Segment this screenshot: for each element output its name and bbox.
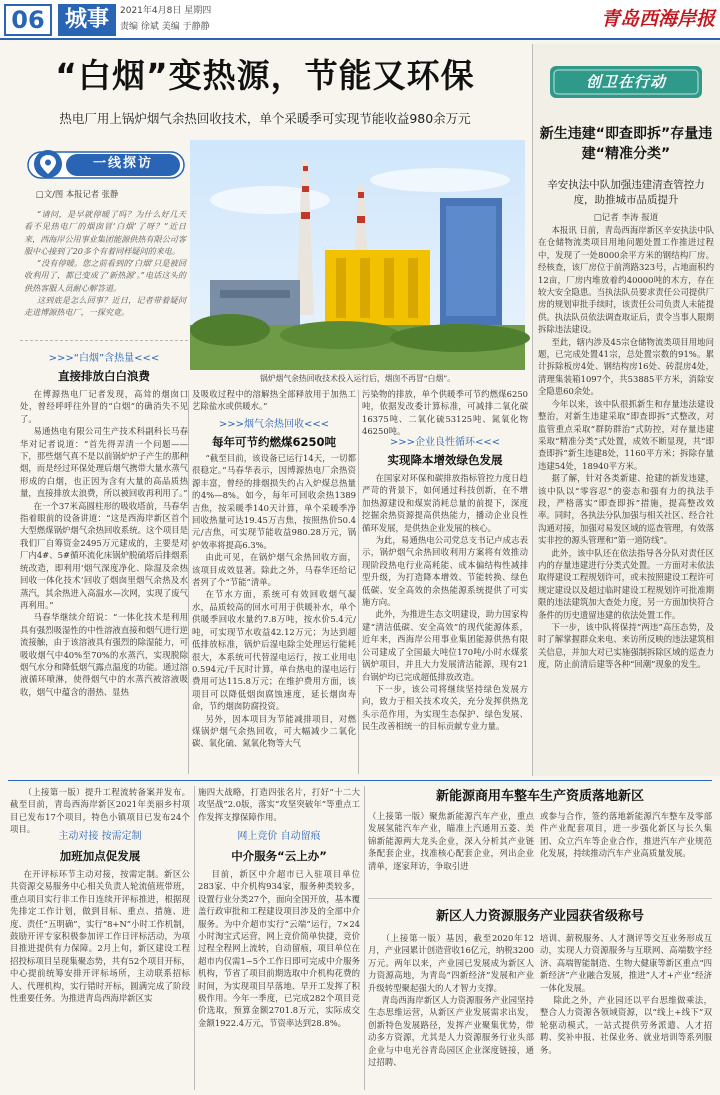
- paragraph: 下一步，该中队将保持“两违”高压态势，及时了解掌握群众来电、来访所反映的违法建筑相关信息，并加大对已实施强制拆除区域的巡查力度，防止前清后建等各种“回潮”现象的发生。: [538, 622, 714, 670]
- bottom-left2-lead: [198, 786, 360, 826]
- bottom-right1-col-a: [368, 810, 534, 890]
- divider: [20, 340, 188, 341]
- paragraph: 此外，该中队还在依法指导各分队对责任区内的存量违建进行分类式处置。一方面对未依法取得建设工程规划许可，或未按照建设工程许可规定建设以及超过临时建设工程规划许可批准期限的违法建筑加大查处力度，另一方面加快符合条件的历史遗留违建的依法处置工作。: [538, 547, 714, 620]
- sidebar-subtitle: 辛安执法中队加强违建清查管控力度，助推城市品质提升: [547, 179, 705, 206]
- col2-kicker: >>>烟气余热回收<<<: [218, 419, 330, 430]
- intro-quote: [24, 208, 186, 338]
- paragraph: （上接第一版）基因，截至2020年12月，产业园累计创造营收16亿元，纳税3200万元。两年以来，产业园已发展成为新区人力资源高地，为青岛“四新经济”发展和产业升级转型聚起强大的人才智力支撑。: [368, 933, 534, 993]
- paragraph: 据了解，针对各类新建、抢建的新发违建，该中队以“零容忍”的姿态和强有力的执法手段，严格落实“即查即拆”措施，提高整改效率。同时，各执法分队加强与相关社区、经合社沟通对接，加强对易发区域的巡查管理，有效落实非控的源头管理和“第一道防线”。: [538, 473, 714, 546]
- paragraph: 今年以来，该中队很抓新生和存量违法建设整治，对新生违建采取“即查即拆”式整改，对监管重点采取“群防群治”式防控，对存量违建采取“精准分类”式处置，成效不断显现，共“即查即拆”新生违建8处，1160平方米；拆除存量违建54处，18940平方米。: [538, 398, 714, 471]
- paragraph: 此外，为推进生态文明建设，助力国家构建“清洁低碳、安全高效”的现代能源体系，近年来，西海岸公用事业集团能源供热有限公司建成了全国最大吨位170吨/小时水煤浆锅炉项目，并且大力发展清洁能源，现有21台锅炉均已完成超低排放改造。: [362, 609, 528, 682]
- divider: [368, 898, 712, 899]
- paragraph: 除此之外，产业园还以平台思维做乘法，整合人力资源各领域资源，以“线上+线下”双轮驱动模式，一站式提供劳务派遣、人才招聘、奖补申报、社保业务、就业培训等系列服务。: [540, 995, 712, 1055]
- sidebar-byline: □记者 李涛 报道: [593, 213, 659, 223]
- paragraph: 施四大战略，打造四张名片，打好“十二大攻坚战”2.0版，落实“攻坚突破年”等重点工作发挥支撑保障作用。: [198, 787, 360, 822]
- bottom-left1-body: [10, 868, 190, 1090]
- probe-badge-label: 一线探访: [92, 156, 153, 171]
- paragraph: 另外，因本项目为节能减排项目，对燃煤锅炉烟气余热回收，可大幅减少二氧化碳、氧化硫、氮氧化物等大气: [192, 713, 356, 749]
- paragraph: 目前，新区中介超市已入驻项目单位283家、中介机构934家，服务种类较多，设置行业分类27个，面向全国开放，基本覆盖行政审批和工程建设项目涉及的全部中介服务。为中介超市实行“云端”运行，7×24小时淘宝式运营，网上竞价简单快捷，竞价过程全程网上流转，自动留痕，项目单位在超市内仅需1~5个工作日即可完成中介服务机构，节省了项目前期选取中介机构花费的时间，为实现项目早落地、早开工发挥了积极作用。今年一季度，已完成282个项目竞价选取，预算金额2701.8万元，实际成交金额1922.4万元，节资率达到28.8%。: [198, 869, 360, 1028]
- paragraph: 在国家对环保和碳排放指标管控力度日趋严苛的背景下，如何通过科技创新，在不增加热源建设和煤炭消耗总量的前提下，深度挖掘余热资源提高供热能力，播动企业良性循环发展，是供热企业发展的核心。: [362, 473, 528, 533]
- column-divider: [194, 786, 195, 1090]
- paragraph: （上接第一版）提升工程流转备案并发布。截至目前，青岛西海岸新区2021年美丽乡村项目已发布17个项目，特色小镇项目已发布24个项目。: [10, 787, 190, 835]
- quote-paragraph: “没有停暖。您之前看到的‘白烟’只是被回收利用了，都已变成了‘新热源’。”电话这头的供热客服人员耐心解答道。: [24, 258, 186, 293]
- paragraph: 本报讯 日前，青岛西海岸新区辛安执法中队在仓储物流类项目用地问题处置工作推进过程中，发现了一处8000余平方米的钢结构厂房。经核查，该厂房位于前湾路323号，占地面积约12亩，厂房内堆放着约40000吨的木方，存在较大安全隐患。当执法队员要求责任公司提供厂房的规划审批手续时，该责任公司负责人未能提供。执法队员依法调查取证后，责令当事人限期拆除违法建设。: [538, 225, 714, 335]
- section-divider: [8, 780, 712, 781]
- bottom-left2-kicker: 网上竞价 自动留痕: [237, 831, 321, 842]
- bottom-right2-col-b: [540, 932, 712, 1090]
- bottom-left1-title: 加班加点促发展: [59, 849, 141, 863]
- issue-date: 2021年4月8日 星期四: [120, 6, 212, 16]
- bottom-left2-body: [198, 868, 360, 1090]
- main-byline: □文/图 本报记者 张静: [36, 189, 119, 199]
- editor-credits: 责编 徐斌 美编 于静静: [120, 22, 210, 32]
- col2-title: 每年可节约燃煤6250吨: [211, 435, 336, 449]
- bottom-right2-title: 新区人力资源服务产业园获省级称号: [435, 909, 644, 924]
- bottom-right1-title: 新能源商用车整车生产资质落地新区: [435, 789, 644, 804]
- column-divider: [358, 390, 359, 774]
- paragraph: 由此可见，在锅炉烟气余热回收方面，该项目成效显著。除此之外，马春华还给记者列了个“节能”清单。: [192, 552, 356, 588]
- col1-kicker: >>>“白烟”含热量<<<: [48, 353, 160, 364]
- page-number: 06: [4, 4, 52, 36]
- column-divider: [188, 390, 189, 774]
- paragraph: 下一步，该公司将继续坚持绿色发展方向，致力于相关技术攻关，充分发挥供热龙头示范作用，为实现生态保护、绿色发展、民生改善相统一的目标贡献专业力量。: [362, 683, 528, 732]
- paragraph: “截至目前，该设备已运行14天，一切都很稳定。”马春华表示，因博源热电厂余热资源丰富，曾经的排烟损失约占入炉煤总热量的4%—8%。如今，每年可回收余热1389吉焦，按采暖季140天计算，单个采暖季净回收热量可达19.45万吉焦，按照热价50.4元/吉焦，可实现节能收益980.28万元，锅炉效率将提高6.3%。: [192, 453, 356, 550]
- section-title: 城事: [58, 4, 116, 36]
- paragraph: 在一个37米高圆柱形的吸收塔前，马春华指着眼前的设备讲道：“这是西海岸新区首个大型燃煤锅炉烟气余热回收系统。这个项目是我们厂自筹资金2495万元建成的，主要是对厂内4#、5#循环流化床锅炉脱硫塔后排烟系统改造，即利用‘烟气深度净化、除湿及余热回收一体化技术’回收了烟囱里烟气余热及水蒸汽，其余热进入高温水—次网，实现了废气再利用。”: [20, 500, 188, 610]
- paragraph: 在节水方面，系统可有效回收烟气凝水，品质较高的回水可用于供暖补水，单个供暖季回收水量约7.8万吨，按水价5.4元/吨，可实现节水收益42.12万元；为达到超低排放标准，锅炉后湿电除尘处理运行能耗很大，本系统可代替湿电运行，按工业用电0.594元/千瓦时计算，单台热电的湿电运行费用可达115.8万元；在维护费用方面，该项目可以降低烟囱腐蚀速度，延长烟囱寿命，节约烟囱防腐投资。: [192, 589, 356, 712]
- paragraph: 及吸收过程中的溶解热全部释放用于加热工艺除盐水或供暖水。”: [192, 389, 356, 412]
- paragraph: 青岛西海岸新区人力资源服务产业园坚持生态思维运营，从新区产业发展需求出发，创新特色发展路径，发挥产业聚集优势，带动多方资源，尤其是人力资源服务行业头部企业与中电光谷青岛园区企业深度链接，通过招聘、: [368, 995, 534, 1068]
- paragraph: 至此，辖内涉及45宗仓储物流类项目用地问题，已完成处置41宗，总处置宗数的91%。累计拆除板房4处、钢结构房16处、砖混房4处，清理集装箱1097个，共53885平方米，消除安全隐患60余处。: [538, 336, 714, 397]
- paragraph: 易通热电有限公司生产技术科副科长马春华对记者说道：“首先得弄清一个问题——下，那些烟气真不是以前锅炉炉子产生的那种烟，而是经过环保处理后烟气携带大量水蒸气形成的白烟，也正因为含有大量的高品质热量，直接排放太浪费，所以被回收再利用了。”: [20, 426, 188, 499]
- paragraph: （上接第一版）聚焦新能源汽车产业，重点发展氢能汽车产业，瞄准上汽通用五菱、美锦新能源两大龙头企业，深入分析其产业链条配套企业，找准核心配套企业，列出企业清单，逐家拜访，争取引进: [368, 811, 534, 871]
- col3-lead: [362, 388, 528, 436]
- bottom-left1-lead: [10, 786, 190, 835]
- headline: “白烟”变热源，节能又环保: [55, 56, 475, 95]
- sidebar-title: 新生违建“即查即拆”存量违建“精准分类”: [539, 126, 713, 162]
- bottom-left2-title: 中介服务“云上办”: [231, 849, 327, 863]
- bottom-right2-col-a: [368, 932, 534, 1090]
- bottom-left1-kicker: 主动对接 按需定制: [58, 831, 142, 842]
- column-divider: [364, 786, 365, 1090]
- paragraph: 培训、薪税服务、人才测评等交互业务形成互动，实现人力资源服务与互联网、高端数字经济、高端智能制造、生物大健康等新区重点“四新经济”产业融合发展，推进“人才+产业”经济一体化发展。: [540, 933, 712, 993]
- photo-caption: 锅炉烟气余热回收技术投入运行后，烟囱不再冒“白烟”。: [259, 374, 456, 383]
- col1-body: [20, 388, 188, 774]
- bottom-right1-col-b: [540, 810, 712, 890]
- col1-title: 直接排放白白浪费: [58, 369, 150, 383]
- paragraph: 污染物的排放，单个供暖季可节约燃煤6250吨，依据发改委计算标准，可减排二氧化碳16375吨、二氧化硫53125吨、氮氧化物46250吨。: [362, 389, 528, 437]
- paragraph: 为此，易通热电公司党总支书记卢成志表示，锅炉烟气余热回收利用方案将有效推动现阶段热电行业高耗能、成本偏结构性减排型升级，为打造降本增效、节能转换、绿色低碳、安全高效的余热能源系统提供了可实施方向。: [362, 535, 528, 608]
- power-plant-photo: [190, 140, 525, 370]
- sidebar-badge-label: 创卫在行动: [585, 73, 666, 91]
- col3-body: [362, 472, 528, 774]
- subheadline: 热电厂用上锅炉烟气余热回收技术，单个采暖季可实现节能收益980余万元: [59, 111, 471, 126]
- sidebar-body: [538, 224, 714, 764]
- col2-body: [192, 452, 356, 774]
- col3-title: 实现降本增效绿色发展: [387, 453, 503, 467]
- quote-paragraph: 这到底是怎么回事？近日，记者带着疑问走进博源热电厂，一探究竟。: [24, 295, 186, 318]
- col3-kicker: >>>企业良性循环<<<: [389, 437, 501, 448]
- paragraph: 马春华继续介绍说：“一体化技术是利用具有强烈吸湿性的中性溶液直接和烟气进行逆流接触，由于该溶液具有强烈的除湿能力，可吸收烟气中40%至70%的水蒸汽，实现脱除烟气水分和降低烟气露点温度的功能。通过溶液循环喷淋，使得烟气中的水蒸汽被溶液吸收，烟气中蕴含的潜热、显热: [20, 612, 188, 697]
- paragraph: 在博源热电厂记者发现，高耸的烟囱口处，曾经呼呼往外冒的“白烟”的确消失不见了。: [20, 389, 188, 424]
- quote-paragraph: “请问，是早就停暖了吗？为什么好几天看不见热电厂的烟囱冒‘白烟’了呀？”近日来，西海岸公用事业集团能源供热有限公司客服中心接到了20多个有着同样疑问的来电。: [24, 209, 186, 256]
- col2-lead: [192, 388, 356, 416]
- paper-logo: 青岛西海岸报: [600, 8, 715, 30]
- paragraph: 在开评标环节主动对接，按需定制。新区公共资源交易服务中心相关负责人轮流值班带班，重点项目实行非工作日连续开评标推进，根据现先排定工作计划，做到目标、重点、措施、进度、责任“五明确”，实行“8+N”小时工作机制，鼓励开评专家积极参加评工作日评标活动，为项目推进提供有力保障。2月上旬，新区建设工程招投标项目呈现集聚态势，共有52个项目开标，中心提前统筹安排开评标场所，主动联系招标人、代理机构，实行错时开标，圆满完成了阶段性重要任务。为推进青岛西海岸新区实: [10, 869, 190, 1004]
- paragraph: 或参与合作，签约落地新能源汽车整车及零部件产业配套项目，进一步强化新区与长久集团、众立汽车等企业合作，推进汽车产业规范化发展，持续推动汽车产业高质量发展。: [540, 811, 712, 859]
